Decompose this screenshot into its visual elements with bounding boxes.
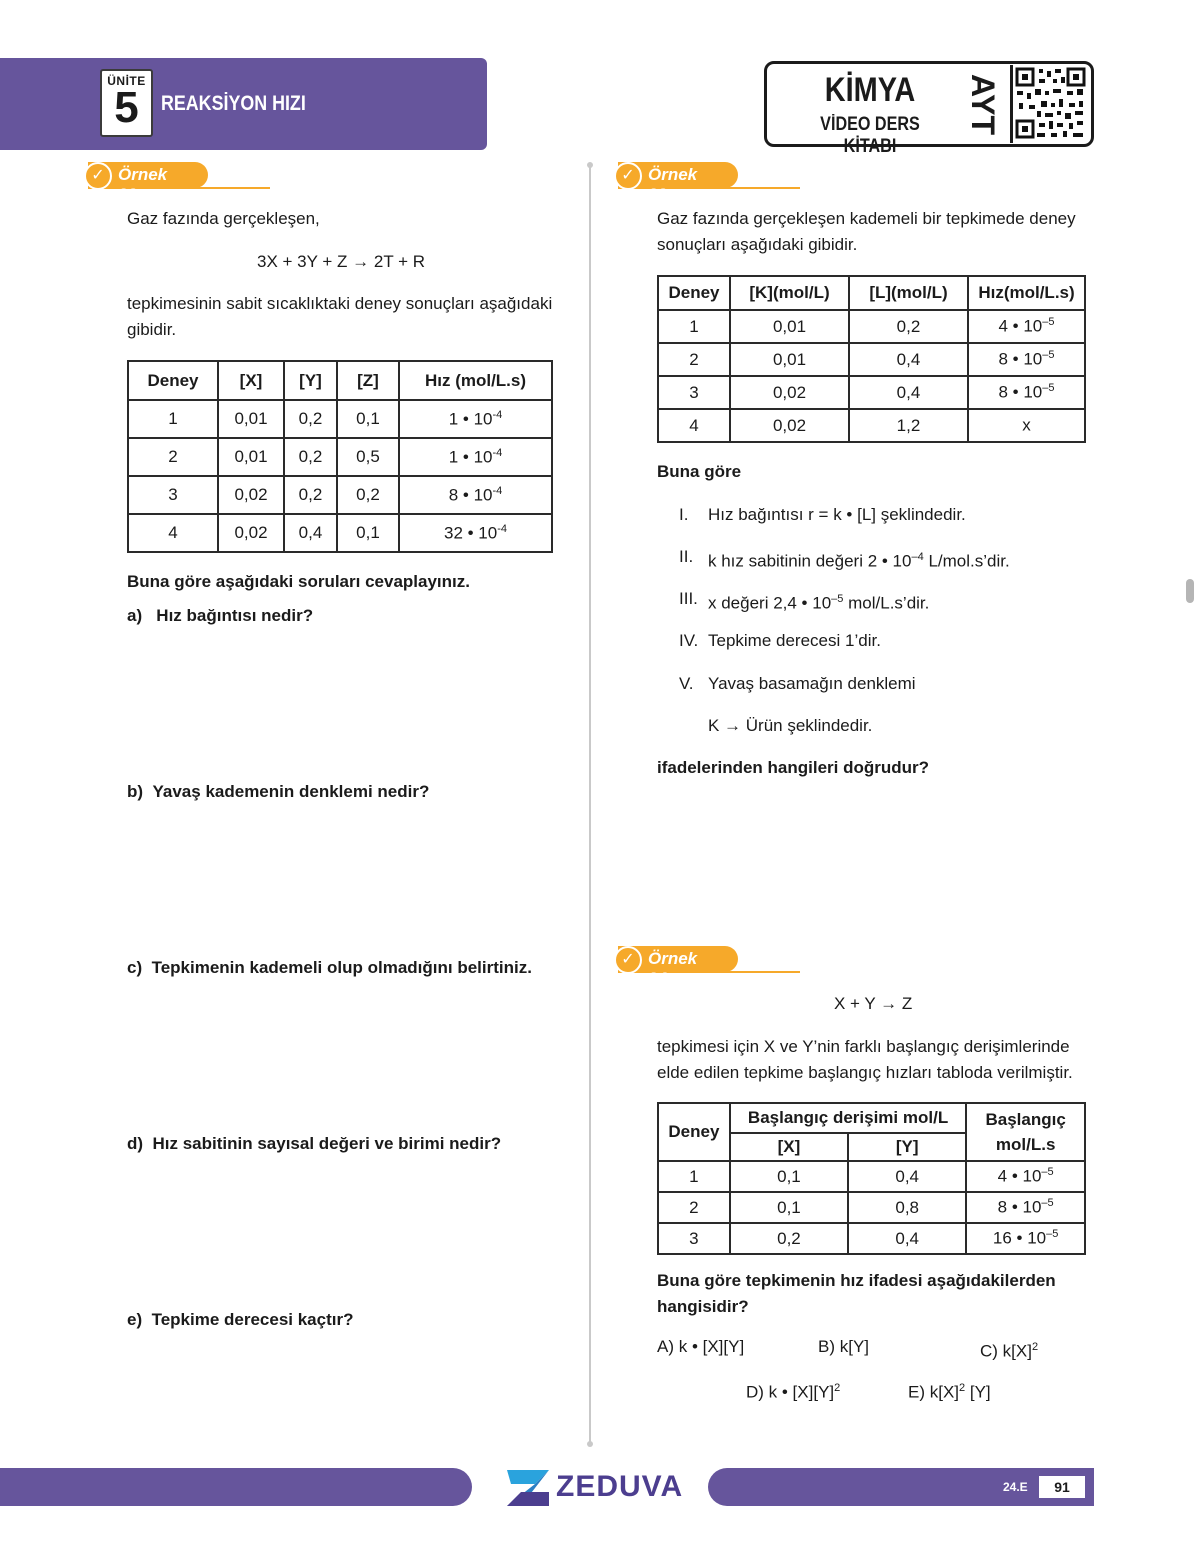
table-row bbox=[658, 1223, 1085, 1254]
ex23-data-table bbox=[657, 275, 1086, 443]
table-cell: 1 • $10^{-4}$ bbox=[399, 400, 552, 438]
table-header: Deney bbox=[658, 1103, 730, 1161]
table-header: Başlangıç derişimi mol/L bbox=[730, 1103, 967, 1133]
table-row bbox=[658, 376, 1085, 409]
table-cell: 8 • $10^{-4}$ bbox=[399, 476, 552, 514]
check-icon: ✓ bbox=[614, 946, 642, 974]
ex24-option-e[interactable]: E) $k[X]^2$ [Y] bbox=[908, 1382, 991, 1402]
table-header: Deney bbox=[128, 361, 218, 400]
table-cell: 16 • $10^{-5}$ bbox=[966, 1223, 1085, 1254]
footer-bar-left bbox=[0, 1468, 472, 1506]
table-cell: 0,4 bbox=[848, 1223, 966, 1254]
table-cell: 0,1 bbox=[730, 1192, 848, 1223]
ex22-question-c: c) Tepkimenin kademeli olup olmadığını belirtiniz. bbox=[127, 958, 532, 977]
ex24-question-line2: hangisidir? bbox=[657, 1297, 749, 1316]
ex24-option-c[interactable]: C) $k[X]^2$ bbox=[980, 1341, 1039, 1361]
table-cell: 0,01 bbox=[730, 343, 849, 376]
ex24-desc-line1: tepkimesi için X ve Y’nin farklı başlangıç derişimlerinde bbox=[657, 1037, 1070, 1056]
ex23-statement-2: k hız sabitinin değeri 2 • $10^{-4}$ L/mol.s’dir. bbox=[708, 551, 1010, 571]
ex23-statement-5-num: V. bbox=[679, 674, 694, 693]
example-22-label: Örnek 22 bbox=[118, 165, 168, 204]
ex24-question-line1: Buna göre tepkimenin hız ifadesi aşağıdakilerden bbox=[657, 1271, 1056, 1290]
table-header: [Z] bbox=[337, 361, 399, 400]
ex22-desc-line1: tepkimesinin sabit sıcaklıktaki deney sonuçları aşağıdaki bbox=[127, 294, 553, 313]
table-cell: 0,02 bbox=[218, 514, 284, 552]
scrollbar-thumb[interactable] bbox=[1186, 579, 1194, 603]
table-header: [Y] bbox=[848, 1133, 966, 1161]
ex22-data-table bbox=[127, 360, 553, 553]
table-cell: 8 • $10^{-5}$ bbox=[968, 343, 1085, 376]
table-cell: 0,1 bbox=[337, 400, 399, 438]
ex24-data-table bbox=[657, 1102, 1086, 1255]
ex22-desc-line2: gibidir. bbox=[127, 320, 177, 339]
column-divider bbox=[589, 166, 591, 1444]
ex24-reaction: X + Y → Z bbox=[834, 994, 913, 1013]
table-cell: 1 bbox=[128, 400, 218, 438]
divider-dot bbox=[587, 1441, 593, 1447]
table-header: Başlangıç mol/L.s bbox=[966, 1103, 1085, 1161]
table-cell: 1 bbox=[658, 310, 730, 343]
table-cell: 0,2 bbox=[284, 476, 337, 514]
ex24-option-a[interactable]: A) k • [X][Y] bbox=[657, 1337, 745, 1356]
table-cell: 0,4 bbox=[849, 376, 968, 409]
check-icon: ✓ bbox=[84, 162, 112, 190]
ex22-question-d: d) Hız sabitinin sayısal değeri ve birimi nedir? bbox=[127, 1134, 502, 1153]
table-row bbox=[128, 400, 552, 438]
book-subtitle: VİDEO DERS KİTABI bbox=[820, 114, 920, 157]
table-header: Hız(mol/L.s) bbox=[968, 276, 1085, 310]
qr-code-icon[interactable] bbox=[1010, 65, 1091, 143]
table-cell: 0,2 bbox=[284, 400, 337, 438]
table-cell: 2 bbox=[128, 438, 218, 476]
ex23-statement-4-num: IV. bbox=[679, 631, 699, 650]
table-header: [Y] bbox=[284, 361, 337, 400]
table-cell: 1,2 bbox=[849, 409, 968, 442]
table-cell: 0,1 bbox=[337, 514, 399, 552]
example-23-label: Örnek 23 bbox=[648, 165, 698, 204]
book-title: KİMYA bbox=[824, 71, 916, 109]
ex23-statement-1-num: I. bbox=[679, 505, 689, 524]
ex22-intro: Gaz fazında gerçekleşen, bbox=[127, 209, 320, 228]
page-code: 24.E bbox=[1003, 1480, 1028, 1494]
table-header: [X] bbox=[218, 361, 284, 400]
unit-word: ÜNİTE bbox=[107, 74, 146, 88]
unit-number: 5 bbox=[114, 83, 139, 132]
table-cell: 0,2 bbox=[284, 438, 337, 476]
ex22-question-b: b) Yavaş kademenin denklemi nedir? bbox=[127, 782, 430, 801]
table-row bbox=[128, 514, 552, 552]
table-cell: 2 bbox=[658, 343, 730, 376]
table-row bbox=[658, 409, 1085, 442]
table-row bbox=[128, 438, 552, 476]
table-cell: 0,8 bbox=[848, 1192, 966, 1223]
table-cell: 0,4 bbox=[848, 1161, 966, 1192]
table-cell: 0,4 bbox=[284, 514, 337, 552]
ex24-option-d[interactable]: D) k • $[X][Y]^2$ bbox=[746, 1382, 841, 1402]
ex23-intro-line2: sonuçları aşağıdaki gibidir. bbox=[657, 235, 858, 254]
table-cell: 0,2 bbox=[849, 310, 968, 343]
table-cell: 0,01 bbox=[218, 400, 284, 438]
table-cell: 0,01 bbox=[730, 310, 849, 343]
table-row bbox=[658, 1192, 1085, 1223]
table-cell: 0,02 bbox=[730, 409, 849, 442]
table-row bbox=[658, 343, 1085, 376]
ex23-statement-2-num: II. bbox=[679, 547, 694, 566]
table-cell: 3 bbox=[658, 1223, 730, 1254]
ex23-statement-1: Hız bağıntısı r = k • [L] şeklindedir. bbox=[708, 505, 966, 524]
table-cell: 0,5 bbox=[337, 438, 399, 476]
table-cell: 3 bbox=[658, 376, 730, 409]
ex23-buna-gore: Buna göre bbox=[657, 462, 742, 481]
table-cell: 32 • $10^{-4}$ bbox=[399, 514, 552, 552]
ex23-statement-5-line1: Yavaş basamağın denklemi bbox=[708, 674, 916, 693]
table-cell: 8 • $10^{-5}$ bbox=[968, 376, 1085, 409]
divider-dot bbox=[587, 162, 593, 168]
ex23-question: ifadelerinden hangileri doğrudur? bbox=[657, 758, 930, 777]
table-cell: 1 bbox=[658, 1161, 730, 1192]
ex23-intro-line1: Gaz fazında gerçekleşen kademeli bir tepkimede deney bbox=[657, 209, 1076, 228]
ex23-statement-4: Tepkime derecesi 1’dir. bbox=[708, 631, 881, 650]
example-24-label: Örnek 24 bbox=[648, 949, 698, 988]
table-row bbox=[658, 310, 1085, 343]
zeduva-logo-icon bbox=[505, 1468, 551, 1508]
table-cell: 0,1 bbox=[730, 1161, 848, 1192]
page-number: 91 bbox=[1039, 1476, 1085, 1498]
ex22-instruction: Buna göre aşağıdaki soruları cevaplayınız. bbox=[127, 572, 470, 591]
unit-badge bbox=[100, 69, 153, 137]
table-cell: 0,2 bbox=[337, 476, 399, 514]
table-header: Hız (mol/L.s) bbox=[399, 361, 552, 400]
zeduva-logo-text: ZEDUVA bbox=[556, 1470, 684, 1503]
ex23-statement-5-line2: K → Ürün şeklindedir. bbox=[708, 716, 873, 735]
table-cell: 4 • $10^{-5}$ bbox=[968, 310, 1085, 343]
table-header: [K](mol/L) bbox=[730, 276, 849, 310]
table-cell: 0,02 bbox=[218, 476, 284, 514]
footer-bar-right bbox=[708, 1468, 1094, 1506]
table-cell: 0,2 bbox=[730, 1223, 848, 1254]
unit-title: REAKSİYON HIZI bbox=[161, 92, 306, 115]
table-header: [L](mol/L) bbox=[849, 276, 968, 310]
ex24-option-b[interactable]: B) k[Y] bbox=[818, 1337, 870, 1356]
table-header: Deney bbox=[658, 276, 730, 310]
table-row bbox=[128, 476, 552, 514]
table-cell: 0,01 bbox=[218, 438, 284, 476]
exam-label: AYT bbox=[965, 73, 1002, 136]
table-cell: 0,4 bbox=[849, 343, 968, 376]
table-cell: 4 bbox=[658, 409, 730, 442]
ex23-statement-3: x değeri 2,4 • $10^{-5}$ mol/L.s’dir. bbox=[708, 593, 930, 613]
check-icon: ✓ bbox=[614, 162, 642, 190]
table-cell: 4 • $10^{-5}$ bbox=[966, 1161, 1085, 1192]
ex24-desc-line2: elde edilen tepkime başlangıç hızları tabloda verilmiştir. bbox=[657, 1063, 1073, 1082]
ex22-question-a: a) Hız bağıntısı nedir? bbox=[127, 606, 314, 625]
table-cell: 3 bbox=[128, 476, 218, 514]
table-cell: 8 • $10^{-5}$ bbox=[966, 1192, 1085, 1223]
table-cell: 0,02 bbox=[730, 376, 849, 409]
table-cell: 4 bbox=[128, 514, 218, 552]
table-cell: x bbox=[968, 409, 1085, 442]
ex22-reaction: 3X + 3Y + Z → 2T + R bbox=[257, 252, 426, 271]
ex23-statement-3-num: III. bbox=[679, 589, 698, 608]
ex22-question-e: e) Tepkime derecesi kaçtır? bbox=[127, 1310, 354, 1329]
table-cell: 1 • $10^{-4}$ bbox=[399, 438, 552, 476]
table-header: [X] bbox=[730, 1133, 848, 1161]
table-row bbox=[658, 1161, 1085, 1192]
table-cell: 2 bbox=[658, 1192, 730, 1223]
